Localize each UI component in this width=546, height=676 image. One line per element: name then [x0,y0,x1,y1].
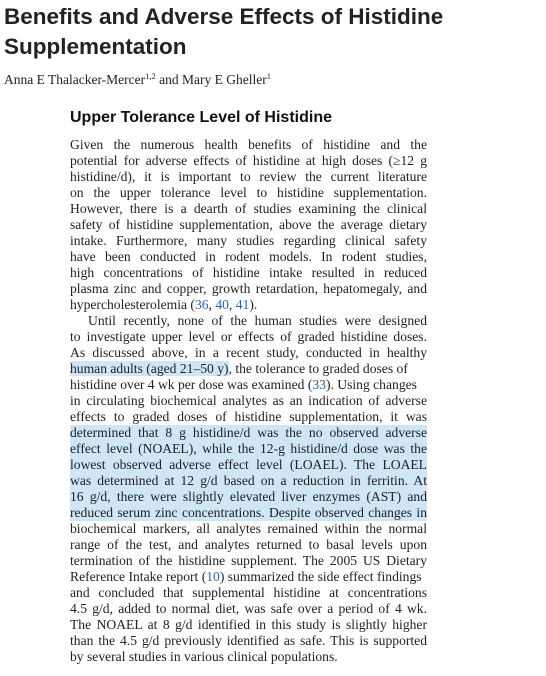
highlighted-line: effect level (NOAEL), while the 12-g histidine/d dose was the [70,441,427,456]
reference-link-41[interactable]: 41 [235,297,250,312]
paragraph-line [70,377,427,393]
reference-link-33[interactable]: 33 [312,377,326,392]
paragraph-line: termination of the histidine supplement. The 2005 US Dietary [70,553,427,568]
text-run: ) summarized the side effect findings [219,569,422,584]
text-run: , [228,297,236,312]
article-title-line-1: Benefits and Adverse Effects of Histidine [4,4,444,29]
author-list [4,71,271,88]
highlighted-line: lowest observed adverse effect level (LOAEL). The LOAEL [70,457,427,472]
article-title [4,2,544,62]
text-run: Reference Intake report ( [70,569,207,584]
author-conjunction: and [155,72,183,87]
text-run: ). Using changes [325,377,417,392]
highlighted-line: determined that 8 g histidine/d was the no observed adverse [70,425,427,440]
paragraph-line: high concentrations of histidine intake resulted in reduced [70,265,427,280]
author-name: Anna E Thalacker-Mercer [4,72,146,87]
paragraph-line: than the 4.5 g/d previously identified as safe. This is supported [70,633,427,648]
paragraph-line: histidine/d), it is important to review the current literature [70,169,427,184]
paragraph-line: and concluded that supplemental histidine at concentrations [70,585,427,600]
paragraph-line: to investigate upper level or effects of graded histidine doses. [70,329,427,344]
highlighted-line: reduced serum zinc concentrations. Despite observed changes in [70,505,427,520]
author-name: Mary E Gheller [182,72,267,87]
paragraph-line: 4.5 g/d, added to normal diet, was safe over a period of 4 wk. [70,601,427,616]
text-run: , [208,297,216,312]
reference-link-10[interactable]: 10 [206,569,220,584]
paragraph-line [70,361,427,377]
paragraph-line [70,569,427,585]
text-run: hypercholesterolemia ( [70,297,195,312]
paragraph-line: However, there is a dearth of studies examining the clinical [70,201,427,216]
paragraph-line: As discussed above, in a recent study, conducted in healthy [70,345,427,360]
author-affiliation-sup: 1 [266,71,271,81]
reference-link-40[interactable]: 40 [215,297,229,312]
paragraph-line: on the upper tolerance level to histidine supplementation. [70,185,427,200]
text-run: ). [249,297,258,312]
section-heading: Upper Tolerance Level of Histidine [70,109,332,126]
text-run: histidine over 4 wk per dose was examined ( [70,377,313,392]
article-title-line-2: Supplementation [4,34,187,59]
paragraph-line [70,297,427,313]
paragraph-line: have been conducted in rodent models. In rodent studies, [70,249,427,264]
paragraph-line: by several studies in various clinical populations. [70,649,338,664]
paragraph-line: Until recently, none of the human studies were designed [88,313,427,328]
highlighted-text: human adults (aged 21–50 y) [70,361,229,376]
reference-link-36[interactable]: 36 [194,297,209,312]
paragraph-line: The NOAEL at 8 g/d identified in this study is slightly higher [70,617,427,632]
paragraph-line: effects to graded doses of histidine supplementation, it was [70,409,427,424]
paragraph-line: potential for adverse effects of histidine at high doses (≥12 g [70,153,427,168]
paragraph-line: Given the numerous health benefits of histidine and the [70,137,427,152]
paragraph-line: intake. Furthermore, many studies regarding clinical safety [70,233,427,248]
paragraph-line: safety of histidine supplementation, above the average dietary [70,217,427,232]
paragraph-line: range of the test, and analytes returned to basal levels upon [70,537,427,552]
author-affiliation-sup: 1,2 [145,71,156,81]
text-run: , the tolerance to graded doses of [228,361,408,376]
highlighted-line: 16 g/d, there were slightly elevated liver enzymes (AST) and [70,489,427,504]
paragraph-line: plasma zinc and copper, growth retardation, hepatomegaly, and [70,281,427,296]
paragraph-line: in circulating biochemical analytes as an indication of adverse [70,393,427,408]
paragraph-line: biochemical markers, all analytes remained within the normal [70,521,427,536]
highlighted-line: was determined at 12 g/d based on a reduction in ferritin. At [70,473,427,488]
